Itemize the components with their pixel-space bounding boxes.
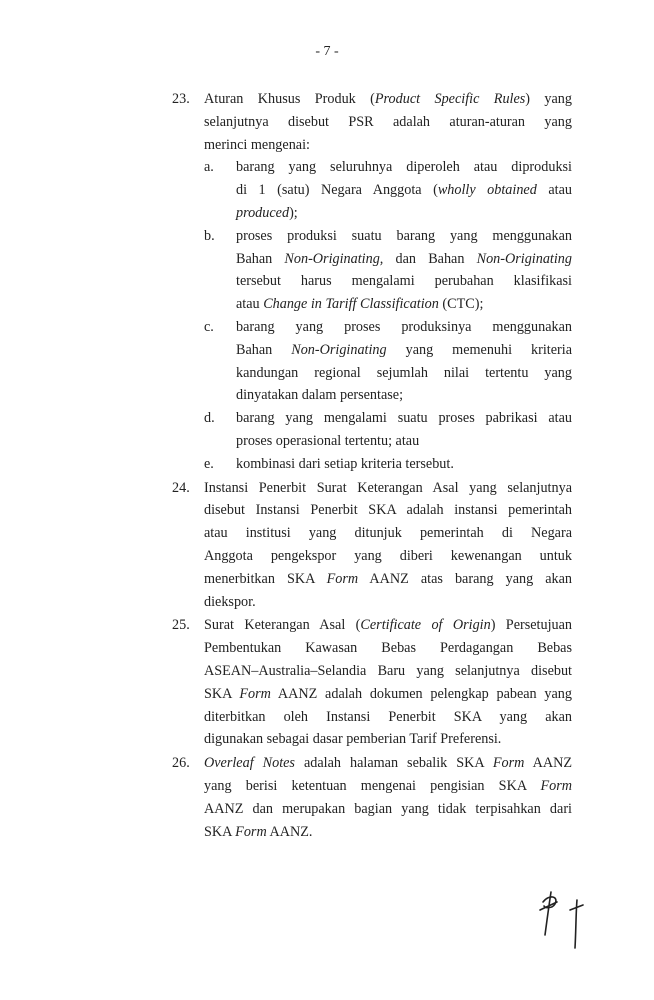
text-segment: diterbitkan oleh Instansi Penerbit SKA yang akan	[204, 708, 572, 725]
text-segment: Bahan	[236, 250, 285, 267]
text-segment: disebut Instansi Penerbit SKA adalah instansi pemerintah	[204, 502, 572, 519]
text-line	[204, 568, 572, 591]
text-segment: atau institusi yang ditunjuk pemerintah di Negara	[204, 525, 572, 542]
item-number: 25.	[172, 617, 190, 634]
italic-term: wholly obtained	[437, 182, 537, 199]
italic-term: Form	[235, 823, 267, 840]
item-number: 26.	[172, 755, 190, 772]
text-segment: yang memenuhi kriteria	[386, 341, 572, 358]
text-line	[204, 821, 572, 844]
text-segment: merinci mengenai:	[204, 136, 310, 153]
text-line	[204, 111, 572, 134]
sub-item-letter: d.	[204, 410, 215, 427]
text-segment: yang berisi ketentuan mengenai pengisian SKA	[204, 777, 541, 794]
text-line	[204, 752, 572, 775]
numbered-item	[172, 614, 572, 751]
text-line	[236, 156, 572, 179]
numbered-item	[172, 752, 572, 843]
italic-term: Form	[239, 685, 271, 702]
text-line	[204, 545, 572, 568]
text-segment: proses operasional tertentu; atau	[236, 432, 420, 449]
text-line	[236, 407, 572, 430]
sub-item	[204, 156, 572, 224]
text-segment: Bahan	[236, 341, 292, 358]
italic-term: Form	[540, 777, 572, 794]
text-line	[204, 499, 572, 522]
text-line	[236, 202, 572, 225]
text-segment: );	[289, 204, 298, 221]
text-line	[204, 134, 572, 157]
italic-term: Non-Originating	[291, 341, 387, 358]
sub-item-letter: c.	[204, 318, 214, 335]
text-segment: atau	[536, 182, 572, 199]
text-line	[236, 362, 572, 385]
text-segment: ASEAN–Australia–Selandia Baru yang selanjutnya disebut	[204, 662, 572, 679]
text-segment: digunakan sebagai dasar pemberian Tarif Preferensi.	[204, 731, 502, 748]
sub-item	[204, 407, 572, 453]
document-body	[172, 88, 572, 844]
text-segment: (CTC);	[438, 296, 484, 313]
text-line	[204, 660, 572, 683]
text-segment: tersebut harus mengalami perubahan klasifikasi	[236, 273, 572, 290]
italic-term: Overleaf Notes	[204, 755, 295, 772]
text-line	[204, 522, 572, 545]
text-line	[236, 316, 572, 339]
text-segment: kombinasi dari setiap kriteria tersebut.	[236, 455, 454, 472]
text-segment: di 1 (satu) Negara Anggota (	[236, 182, 438, 199]
sub-item-letter: b.	[204, 227, 215, 244]
numbered-item	[172, 477, 572, 614]
text-line	[204, 683, 572, 706]
text-line	[204, 728, 572, 751]
text-line	[236, 270, 572, 293]
italic-term: Change in Tariff Classification	[263, 296, 439, 313]
text-line	[204, 88, 572, 111]
text-line	[204, 775, 572, 798]
text-segment: SKA	[204, 685, 240, 702]
italic-term: Product Specific Rules	[374, 91, 526, 107]
text-segment: Instansi Penerbit Surat Keterangan Asal yang selanjutnya	[204, 479, 572, 496]
text-segment: AANZ	[524, 755, 572, 772]
italic-term: Non-Originating	[476, 250, 572, 267]
text-segment: dan Bahan	[383, 250, 477, 267]
text-line	[236, 179, 572, 202]
sub-item-letter: a.	[204, 159, 214, 176]
text-segment: AANZ.	[266, 823, 313, 840]
text-segment: AANZ atas barang yang akan	[358, 570, 573, 587]
text-segment: kandungan regional sejumlah nilai tertentu yang	[236, 364, 572, 381]
item-number: 23.	[172, 91, 190, 107]
text-segment: Aturan Khusus Produk (	[204, 91, 375, 107]
italic-term: produced	[236, 204, 290, 221]
text-segment: Surat Keterangan Asal (	[204, 617, 361, 634]
text-segment: ) Persetujuan	[490, 617, 572, 634]
sub-item	[204, 316, 572, 407]
text-segment: barang yang mengalami suatu proses pabrikasi atau	[236, 410, 572, 427]
text-line	[236, 293, 572, 316]
italic-term: Form	[492, 755, 525, 772]
text-segment: menerbitkan SKA	[204, 570, 327, 587]
sub-item	[204, 225, 572, 316]
text-segment: barang yang proses produksinya menggunakan	[236, 318, 572, 335]
text-segment: adalah halaman sebalik SKA	[294, 755, 493, 772]
text-segment: diekspor.	[204, 593, 256, 610]
text-line	[204, 614, 572, 637]
initials-signature	[535, 880, 595, 950]
text-segment: barang yang seluruhnya diperoleh atau diproduksi	[236, 159, 572, 176]
italic-term: Non-Originating,	[284, 250, 384, 267]
text-line	[236, 339, 572, 362]
text-segment: dinyatakan dalam persentase;	[236, 387, 404, 404]
text-line	[204, 706, 572, 729]
item-number: 24.	[172, 479, 190, 496]
text-segment: Anggota pengekspor yang diberi kewenangan untuk	[204, 547, 572, 564]
text-line	[236, 248, 572, 271]
text-segment: SKA	[204, 823, 236, 840]
italic-term: Certificate of Origin	[360, 617, 491, 634]
text-line	[236, 225, 572, 248]
text-line	[204, 477, 572, 500]
numbered-item	[172, 88, 572, 476]
text-segment: AANZ dan merupakan bagian yang tidak terpisahkan dari	[204, 800, 572, 817]
text-line	[236, 453, 572, 476]
text-segment: atau	[236, 296, 264, 313]
text-segment: proses produksi suatu barang yang menggunakan	[236, 227, 572, 244]
text-segment: selanjutnya disebut PSR adalah aturan-aturan yang	[204, 113, 572, 130]
text-segment: ) yang	[525, 91, 572, 107]
italic-term: Form	[326, 570, 359, 587]
text-segment: AANZ adalah dokumen pelengkap pabean yang	[270, 685, 572, 702]
text-line	[236, 430, 572, 453]
text-segment: Pembentukan Kawasan Bebas Perdagangan Bebas	[204, 640, 572, 657]
sub-item-letter: e.	[204, 455, 214, 472]
page-number: - 7 -	[315, 44, 339, 59]
text-line	[204, 637, 572, 660]
text-line	[236, 384, 572, 407]
text-line	[204, 591, 572, 614]
text-line	[204, 798, 572, 821]
sub-item	[204, 453, 572, 476]
